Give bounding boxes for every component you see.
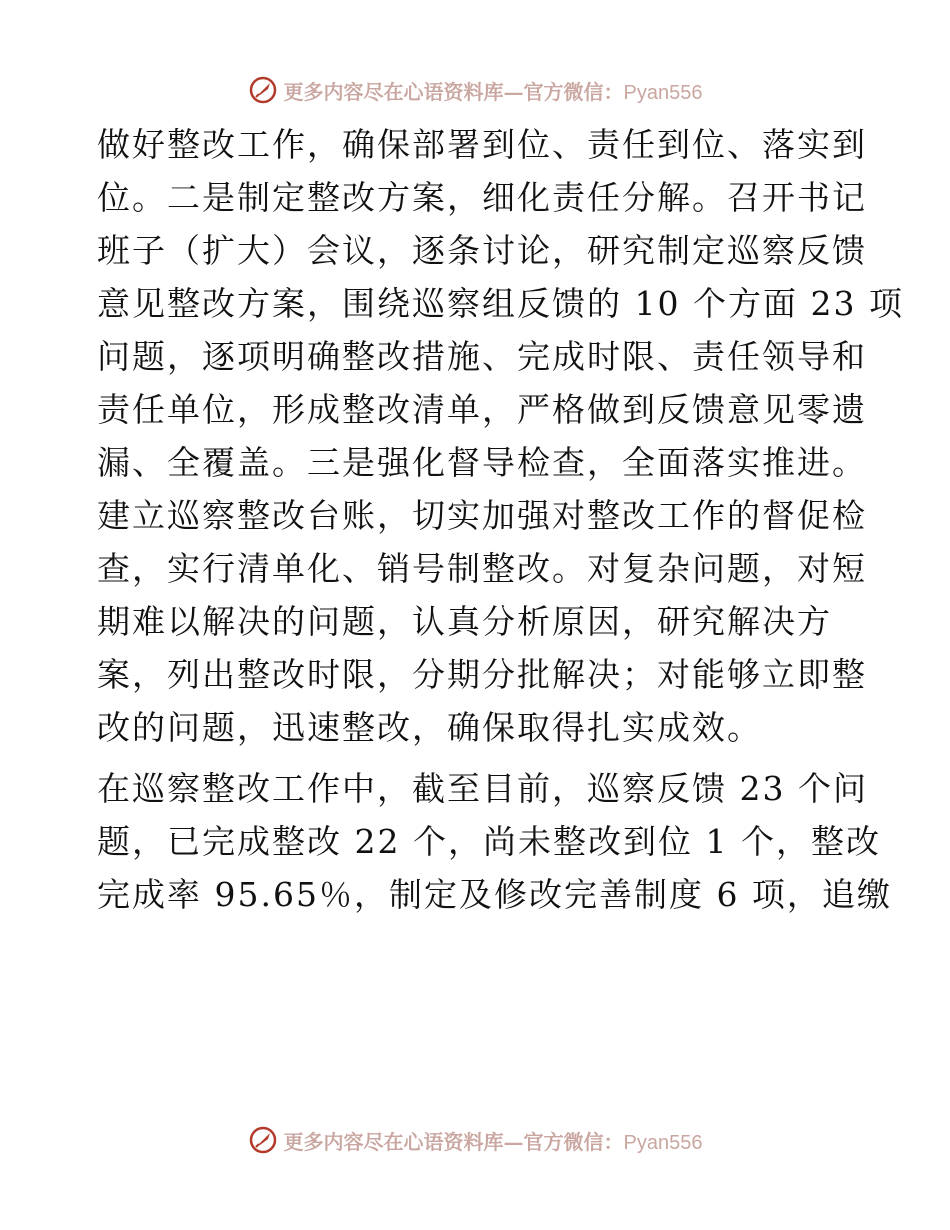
text-line: 查，实行清单化、销号制整改。对复杂问题，对短 bbox=[97, 549, 867, 588]
footer-wechat-id: Pyan556 bbox=[623, 1131, 703, 1154]
text-line: 题，已完成整改 22 个，尚未整改到位 1 个，整改 bbox=[97, 822, 881, 861]
header-wechat-id: Pyan556 bbox=[623, 81, 703, 104]
paragraph-1 bbox=[97, 118, 904, 754]
footer-banner-text bbox=[284, 1126, 703, 1155]
footer-banner-label: 更多内容尽在心语资料库—官方微信： bbox=[283, 1129, 624, 1154]
text-line: 在巡察整改工作中，截至目前，巡察反馈 23 个问 bbox=[97, 769, 868, 808]
text-line: 完成率 95.65％，制定及修改完善制度 6 项，追缴 bbox=[97, 875, 892, 914]
text-line: 漏、全覆盖。三是强化督导检查，全面落实推进。 bbox=[97, 443, 867, 482]
quill-logo-icon bbox=[248, 1125, 278, 1155]
text-line: 班子（扩大）会议，逐条讨论，研究制定巡察反馈 bbox=[97, 231, 867, 270]
text-line: 期难以解决的问题，认真分析原因，研究解决方 bbox=[97, 602, 832, 641]
text-line: 位。二是制定整改方案，细化责任分解。召开书记 bbox=[97, 178, 867, 217]
text-line: 问题，逐项明确整改措施、完成时限、责任领导和 bbox=[97, 337, 867, 376]
text-line: 改的问题，迅速整改，确保取得扎实成效。 bbox=[97, 708, 762, 747]
text-line: 建立巡察整改台账，切实加强对整改工作的督促检 bbox=[97, 496, 867, 535]
header-banner-text bbox=[284, 76, 703, 105]
header-banner-label: 更多内容尽在心语资料库—官方微信： bbox=[283, 79, 624, 104]
document-body bbox=[97, 118, 904, 921]
quill-logo-icon bbox=[248, 75, 278, 105]
text-line: 案，列出整改时限，分期分批解决；对能够立即整 bbox=[97, 655, 867, 694]
text-line: 做好整改工作，确保部署到位、责任到位、落实到 bbox=[97, 125, 867, 164]
text-line: 意见整改方案，围绕巡察组反馈的 10 个方面 23 项 bbox=[97, 284, 904, 323]
footer-watermark-banner bbox=[0, 1120, 950, 1160]
header-watermark-banner bbox=[0, 70, 950, 110]
text-line: 责任单位，形成整改清单，严格做到反馈意见零遗 bbox=[97, 390, 867, 429]
paragraph-2 bbox=[97, 762, 892, 921]
